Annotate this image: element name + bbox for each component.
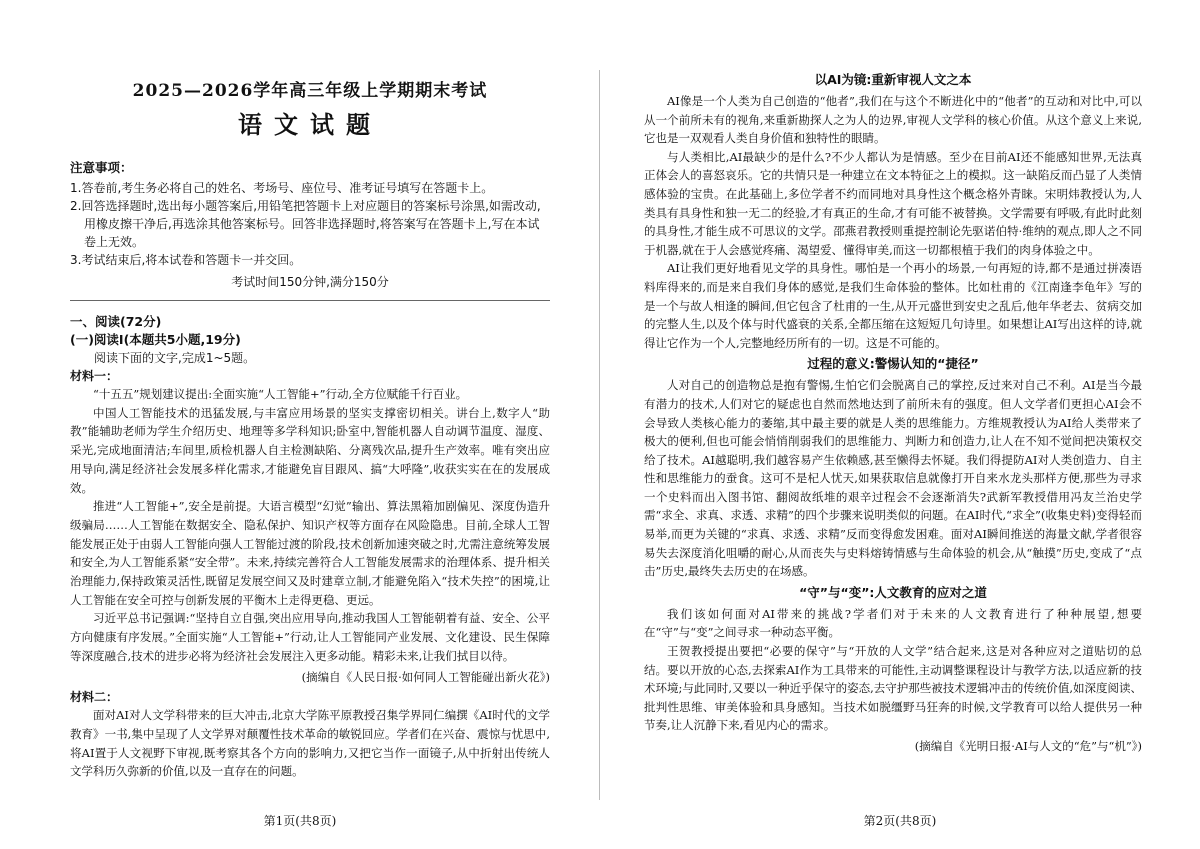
article-source: (摘编自《光明日报·AI与人文的“危”与“机”》) — [914, 739, 1142, 753]
material2-label: 材料二： — [70, 690, 119, 705]
paragraph: 王贺教授提出要把“必要的保守”与“开放的人文学”结合起来,这是对各种应对之道贴切的总结。要以开放的心态,去探索AI作为工具带来的可能性,主动调整课程设计与教学方法,以适应新的技术环境;与此同时,又要以一种近乎保守的姿态,去守护那些被技术逻辑冲击的传统价值,如深度阅读、批判性思维、审美体验和具身感知。当技术如脱缰野马狂奔的时候,文学教育可以给人提供另一种节奏,让人沉静下来,看见内心的需求。 — [644, 644, 1142, 733]
paragraph: “十五五”规划建议提出:全面实施“人工智能+”行动,全方位赋能千行百业。 — [93, 387, 468, 401]
notes-heading: 注意事项： — [70, 160, 133, 175]
divider-line — [70, 300, 550, 301]
subsection-heading: (一)阅读Ⅰ(本题共5小题,19分) — [70, 332, 241, 347]
instruction: 阅读下面的文字,完成1~5题。 — [94, 351, 256, 365]
paragraph: 推进“人工智能+”,安全是前提。大语言模型“幻觉”输出、算法黑箱加剧偏见、深度伪造升级骗局……人工智能在数据安全、隐私保护、知识产权等方面存在风险隐患。目前,全球人工智能发展正处于由弱人工智能向强人工智能过渡的阶段,技术创新加速突破之时,尤需注意统筹发展和安全,为人工智能系紧“安全带”。未来,持续完善符合人工智能发展需求的治理体系、提升相关治理能力,保持政策灵活性,既留足发展空间又及时建章立制,才能避免陷入“技术失控”的困境,让人工智能在安全可控与创新发展的平衡木上走得更稳、更远。 — [70, 499, 550, 607]
note-item: 1.答卷前,考生务必将自己的姓名、考场号、座位号、准考证号填写在答题卡上。 — [70, 181, 494, 195]
article-heading: “守”与“变”:人文教育的应对之道 — [799, 584, 987, 600]
section-heading: 一、阅读(72分) — [70, 314, 162, 329]
notes-list — [70, 179, 550, 269]
note-item: 3.考试结束后,将本试卷和答题卡一并交回。 — [70, 253, 302, 267]
article-heading: 过程的意义:警惕认知的“捷径” — [807, 356, 979, 372]
paragraph: 面对AI对人文学科带来的巨大冲击,北京大学陈平原教授召集学界同仁编撰《AI时代的文学教育》一书,集中呈现了人文学界对颠覆性技术革命的敏锐回应。学者们在兴奋、震惊与忧思中,将AI置于人文视野下审视,既考察其各个方向的影响力,又把它当作一面镜子,从中折射出传统人文学科历久弥新的价值,以及一直存在的问题。 — [70, 708, 550, 779]
paragraph: AI像是一个人类为自己创造的“他者”,我们在与这个不断进化中的“他者”的互动和对比中,可以从一个前所未有的视角,来重新勘探人之为人的边界,审视人文学科的核心价值。从这个意义上来说,它也是一双观看人类自身价值和独特性的眼睛。 — [644, 94, 1142, 146]
exam-title: 2025—2026学年高三年级上学期期末考试 — [132, 81, 488, 101]
page-2 — [600, 0, 1200, 849]
note-item: 2.回答选择题时,选出每小题答案后,用铅笔把答题卡上对应题目的答案标号涂黑,如需改动,用橡皮擦干净后,再选涂其他答案标号。回答非选择题时,将答案写在答题卡上,写在本试卷上无效。 — [70, 199, 541, 249]
paragraph: 我们该如何面对AI带来的挑战?学者们对于未来的人文教育进行了种种展望,想要在“守”与“变”之间寻求一种动态平衡。 — [644, 606, 1142, 640]
material1-source: (摘编自《人民日报·如何同人工智能碰出新火花》) — [301, 669, 550, 684]
paragraph: 与人类相比,AI最缺少的是什么?不少人都认为是情感。至少在目前AI还不能感知世界,无法真正体会人的喜怒哀乐。它的共情只是一种建立在文本特征之上的模拟。这一缺陷反而凸显了人类情感体验的宝贵。在此基础上,多位学者不约而同地对具身性这个概念格外青睐。宋明炜教授认为,人类具有具身性和独一无二的经验,才有真正的生命,才有可能不被替换。文学需要有呼吸,有此时此刻的具身性,才能生成不可思议的文学。邵燕君教授则重提控制论先驱诺伯特·维纳的观点,即人之不同于机器,就在于人会感觉疼痛、渴望爱、懂得审美,而这一切都根植于我们的肉身体验之中。 — [644, 149, 1142, 257]
paragraph: AI让我们更好地看见文学的具身性。哪怕是一个再小的场景,一句再短的诗,都不是通过拼凑语料库得来的,而是来自我们身体的感觉,是我们生命体验的整体。比如杜甫的《江南逢李龟年》写的是一个与故人相逢的瞬间,但它包含了杜甫的一生,从开元盛世到安史之乱后,他年华老去、贫病交加的完整人生,以及个体与时代盛衰的关系,全都压缩在这短短几句诗里。如果想让AI写出这样的诗,就得让它作为一个人,完整地经历所有的一切。这是不可能的。 — [644, 261, 1142, 350]
article-heading: 以AI为镜:重新审视人文之本 — [814, 72, 972, 87]
paragraph: 习近平总书记强调:“坚持自立自强,突出应用导向,推动我国人工智能朝着有益、安全、公平方向健康有序发展。”全面实施“人工智能+”行动,让人工智能同产业发展、文化建设、民生保障等深度融合,技术的进步必将为经济社会发展注入更多动能。精彩未来,让我们拭目以待。 — [70, 611, 550, 663]
paragraph: 中国人工智能技术的迅猛发展,与丰富应用场景的坚实支撑密切相关。讲台上,数字人“助教”能辅助老师为学生介绍历史、地理等多学科知识;卧室中,智能机器人自动调节温度、湿度、采光,完成地面清洁;车间里,质检机器人自主检测缺陷、分离残次品,提升生产效率。唯有突出应用导向,满足经济社会发展多样化需求,才能避免盲目跟风、搞“大呼隆”,收获实实在在的发展成效。 — [70, 405, 550, 495]
page-footer: 第2页(共8页) — [863, 814, 937, 828]
paragraph: 人对自己的创造物总是抱有警惕,生怕它们会脱离自己的掌控,反过来对自己不利。AI是当今最有潜力的技术,人们对它的疑虑也自然而然地达到了前所未有的强度。但人文学者们更担心AI会不会导致人类核心能力的萎缩,其中最主要的就是人类的思维能力。方维规教授认为AI给人类带来了极大的便利,但也可能会悄悄削弱我们的思维能力、判断力和创造力,让人在不知不觉间把决策权交给了技术。AI越聪明,我们越容易产生依赖感,甚至懒得去怀疑。我们得提防AI对人类创造力、自主性和思维能力的蚕食。这可不是杞人忧天,如果获取信息就像打开自来水龙头那样方便,那些为寻求一个史料而出入图书馆、翻阅故纸堆的艰辛过程会不会逐渐消失?武新军教授借用冯友兰治史学需“求全、求真、求透、求精”的四个步骤来说明类似的问题。在AI时代,“求全”(收集史料)变得轻而易举,而更为关键的“求真、求透、求精”反而变得愈发困难。面对AI瞬间推送的海量文献,学者很容易失去深度消化咀嚼的耐心,从而丧失与史料熔铸情感与生命体验的机会,从“触摸”历史,变成了“点击”历史,最终失去历史的在场感。 — [644, 378, 1142, 579]
material1-label: 材料一： — [70, 369, 119, 383]
page-footer: 第1页(共8页) — [263, 814, 337, 828]
subject-title: 语文试题 — [238, 110, 382, 139]
time-info: 考试时间150分钟,满分150分 — [231, 275, 389, 289]
